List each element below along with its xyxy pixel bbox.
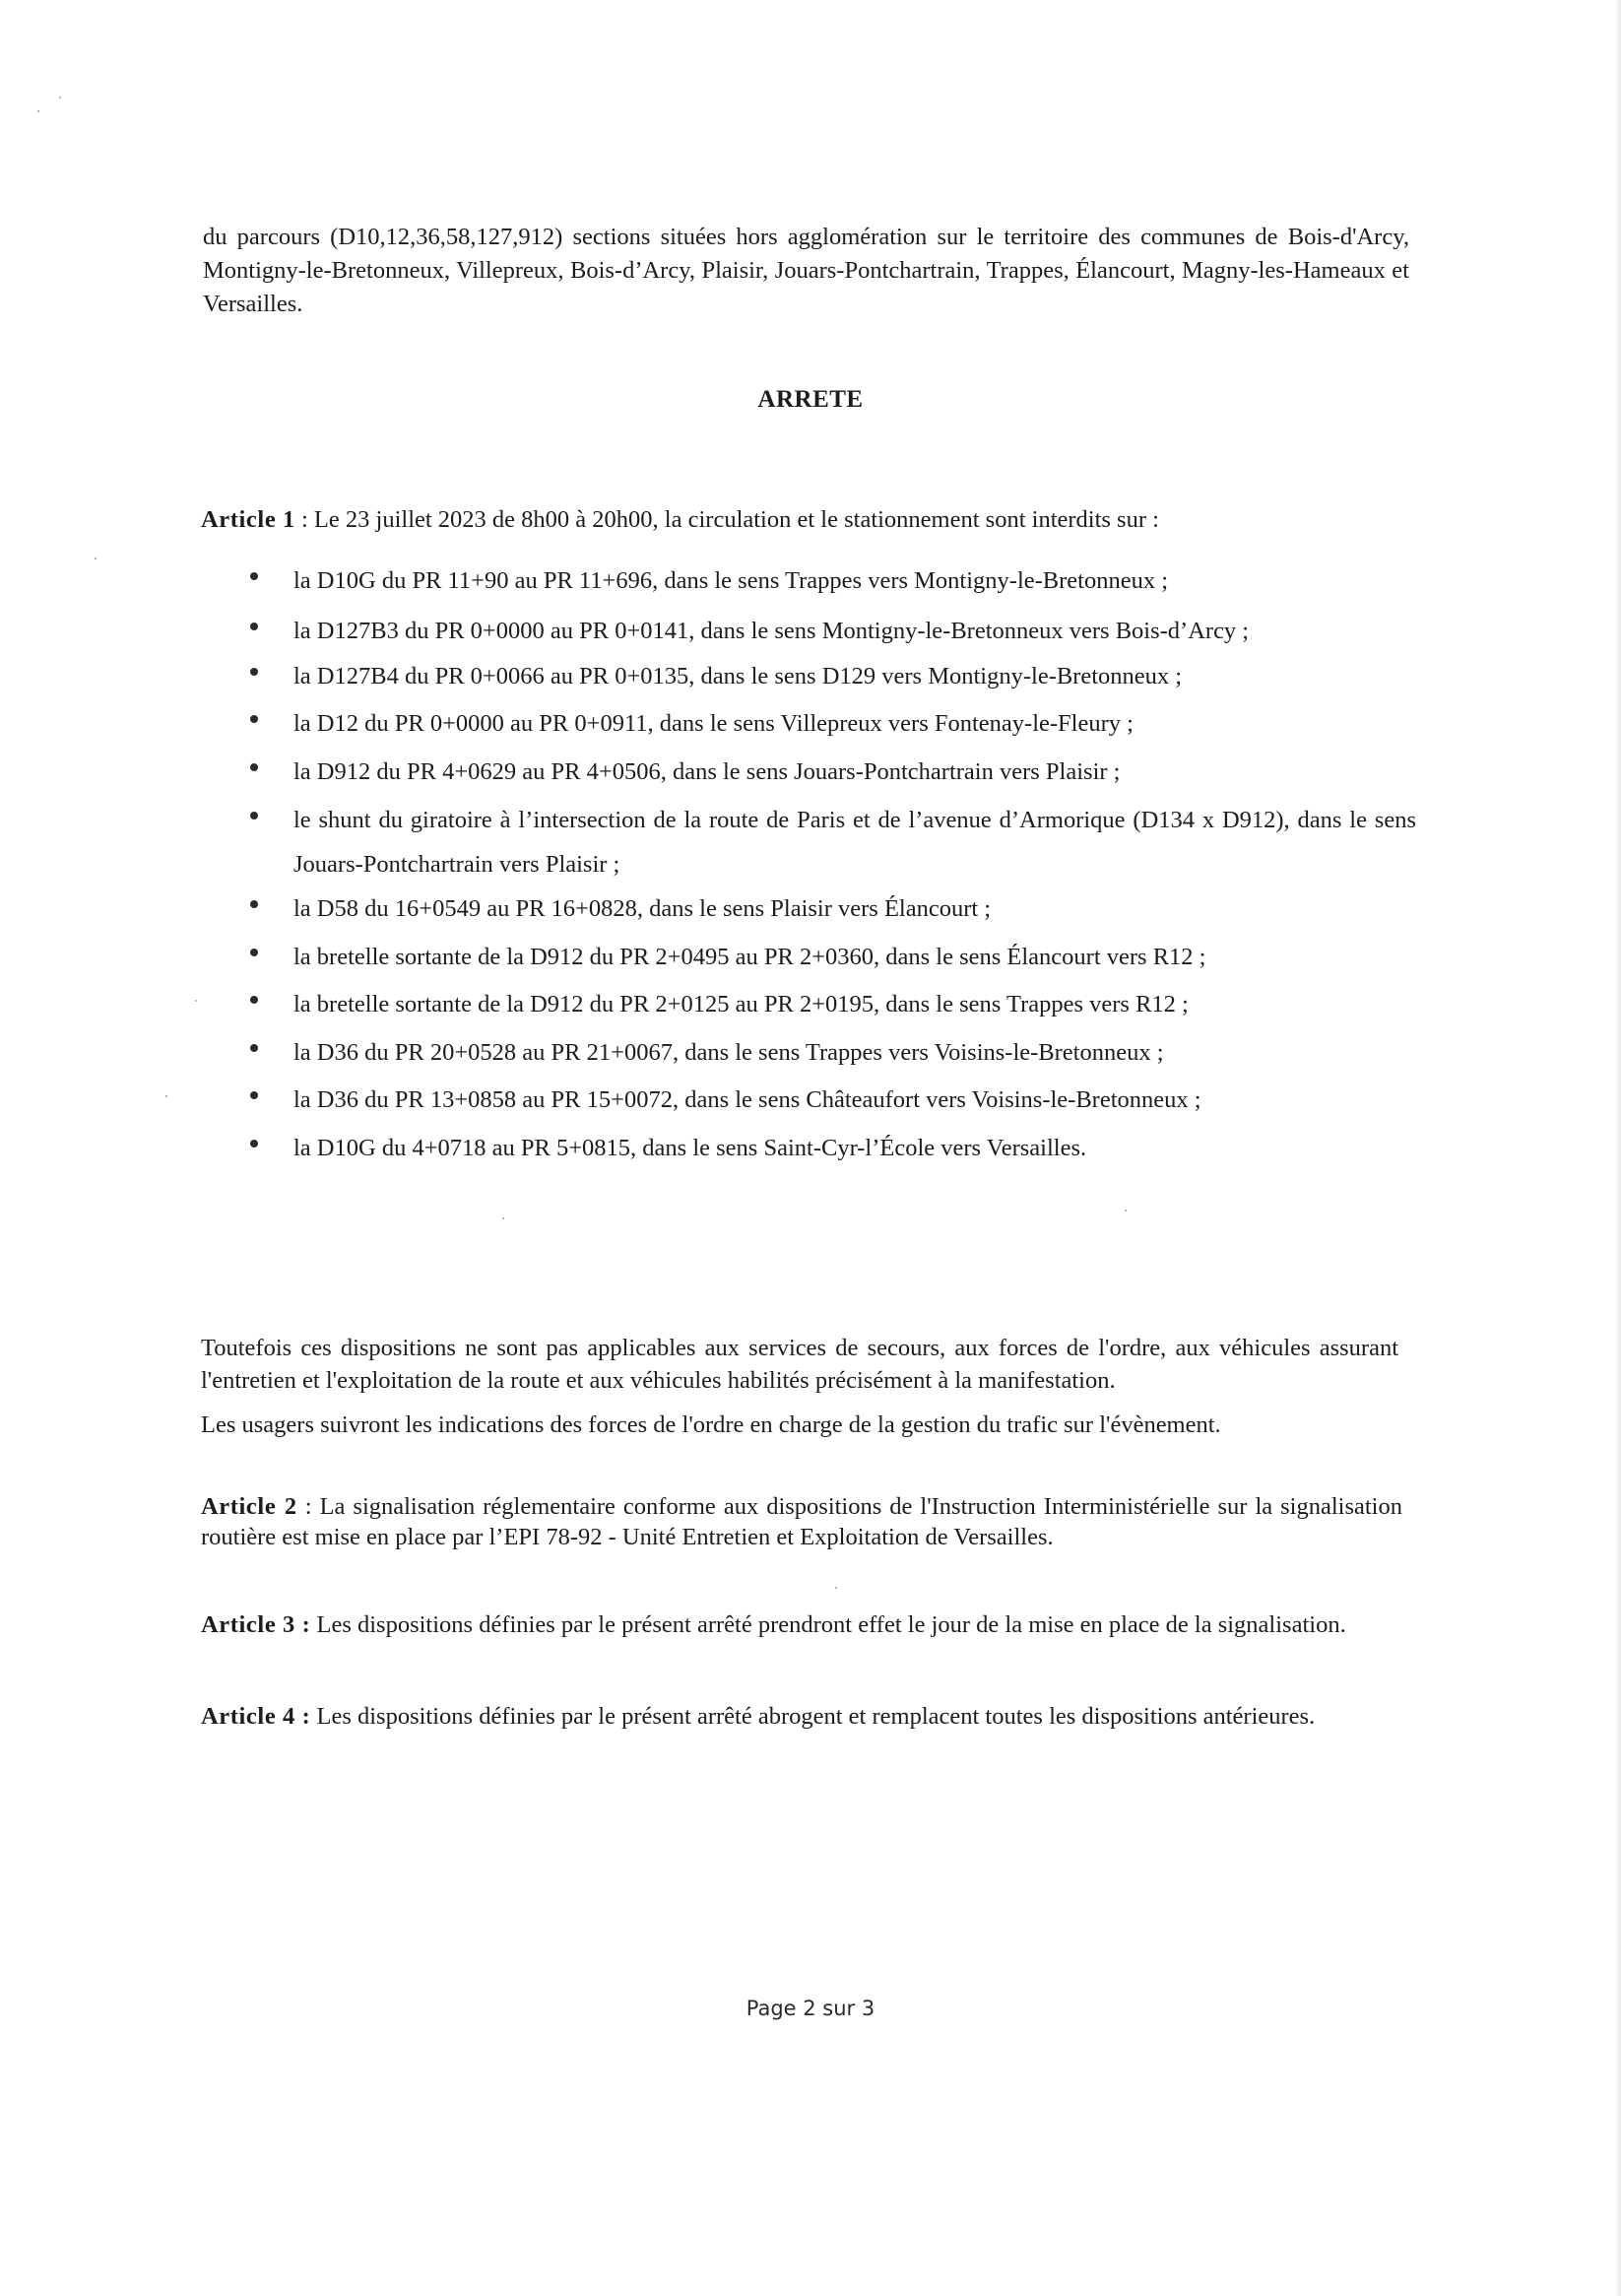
article-2-text: : La signalisation réglementaire conforme aux dispositions de l'Instruction Interministérielle sur la signalisation routière est mise en place par l’EPI 78-92 - Unité Entretien et Exploitation de Versailles. — [201, 1493, 1402, 1550]
bullet-icon — [250, 763, 258, 771]
list-item-text: la D127B4 du PR 0+0066 au PR 0+0135, dans le sens D129 vers Montigny-le-Bretonneux ; — [293, 663, 1183, 689]
bullet-icon — [250, 1091, 258, 1099]
list-item-text: la bretelle sortante de la D912 du PR 2+0495 au PR 2+0360, dans le sens Élancourt vers R12 ; — [293, 944, 1206, 970]
list-item-text: la D36 du PR 20+0528 au PR 21+0067, dans le sens Trappes vers Voisins-le-Bretonneux ; — [293, 1039, 1164, 1066]
bullet-icon — [250, 996, 258, 1004]
list-item-text: la D36 du PR 13+0858 au PR 15+0072, dans le sens Châteaufort vers Voisins-le-Bretonneux ; — [293, 1086, 1201, 1113]
bullet-icon — [250, 900, 258, 908]
scan-speck — [59, 97, 61, 98]
scan-speck — [165, 1095, 167, 1097]
intro-paragraph: du parcours (D10,12,36,58,127,912) sections situées hors agglomération sur le territoire des communes de Bois-d'Arcy, Montigny-le-Bretonneux, Villepreux, Bois-d’Arcy, Plaisir, Jouars-Pontchartrain, Trappes, Élancourt, Magny-les-Hameaux et Versailles. — [203, 224, 1409, 317]
list-item-text: la D127B3 du PR 0+0000 au PR 0+0141, dans le sens Montigny-le-Bretonneux vers Bois-d’Arcy ; — [293, 618, 1250, 644]
decree-heading: ARRETE — [757, 386, 864, 413]
list-item-text: la D12 du PR 0+0000 au PR 0+0911, dans le sens Villepreux vers Fontenay-le-Fleury ; — [293, 710, 1134, 737]
scan-speck — [195, 1000, 197, 1002]
list-item-text: la D10G du 4+0718 au PR 5+0815, dans le sens Saint-Cyr-l’École vers Versailles. — [293, 1135, 1087, 1161]
scan-speck — [95, 558, 97, 559]
article-2-label: Article 2 — [201, 1493, 297, 1520]
bullet-icon — [250, 623, 258, 630]
article-3 — [201, 1608, 1422, 1641]
page-number: Page 2 sur 3 — [746, 1997, 875, 2020]
article-3-text: Les dispositions définies par le présent arrêté prendront effet le jour de la mise en place de la signalisation. — [310, 1611, 1346, 1638]
bullet-icon — [250, 1044, 258, 1052]
scan-edge-shadow — [1615, 0, 1621, 2296]
article-1 — [201, 503, 1412, 536]
bullet-icon — [250, 812, 258, 820]
bullet-icon — [250, 572, 258, 580]
article-4 — [201, 1700, 1422, 1733]
bullet-icon — [250, 949, 258, 956]
scan-speck — [1125, 1210, 1127, 1212]
exceptions-paragraph: Toutefois ces dispositions ne sont pas applicables aux services de secours, aux forces de l'ordre, aux véhicules assurant l'entretien et l'exploitation de la route et aux véhicules habilités précisément à la manifestation. — [201, 1335, 1398, 1394]
list-item-text: la D912 du PR 4+0629 au PR 4+0506, dans le sens Jouars-Pontchartrain vers Plaisir ; — [293, 758, 1121, 785]
scan-speck — [502, 1217, 504, 1219]
users-note: Les usagers suivront les indications des forces de l'ordre en charge de la gestion du trafic sur l'évènement. — [201, 1411, 1221, 1438]
article-3-label: Article 3 : — [201, 1611, 311, 1638]
article-4-label: Article 4 : — [201, 1703, 311, 1730]
list-item-text: la bretelle sortante de la D912 du PR 2+0125 au PR 2+0195, dans le sens Trappes vers R12 ; — [293, 991, 1189, 1017]
article-1-text: : Le 23 juillet 2023 de 8h00 à 20h00, la circulation et le stationnement sont interdits sur : — [294, 506, 1159, 533]
bullet-icon — [250, 668, 258, 676]
article-2 — [201, 1491, 1402, 1552]
bullet-icon — [250, 1140, 258, 1148]
list-item-text: le shunt du giratoire à l’intersection de la route de Paris et de l’avenue d’Armorique (D134 x D912), dans le sens Jouars-Pontchartrain vers Plaisir ; — [293, 807, 1416, 878]
article-4-text: Les dispositions définies par le présent arrêté abrogent et remplacent toutes les dispositions antérieures. — [310, 1703, 1316, 1730]
article-1-label: Article 1 — [201, 506, 295, 533]
bullet-icon — [250, 715, 258, 723]
list-item-text: la D10G du PR 11+90 au PR 11+696, dans le sens Trappes vers Montigny-le-Bretonneux ; — [293, 567, 1169, 594]
scan-speck — [37, 110, 39, 112]
list-item-text: la D58 du 16+0549 au PR 16+0828, dans le sens Plaisir vers Élancourt ; — [293, 895, 992, 922]
scan-speck — [835, 1587, 837, 1589]
